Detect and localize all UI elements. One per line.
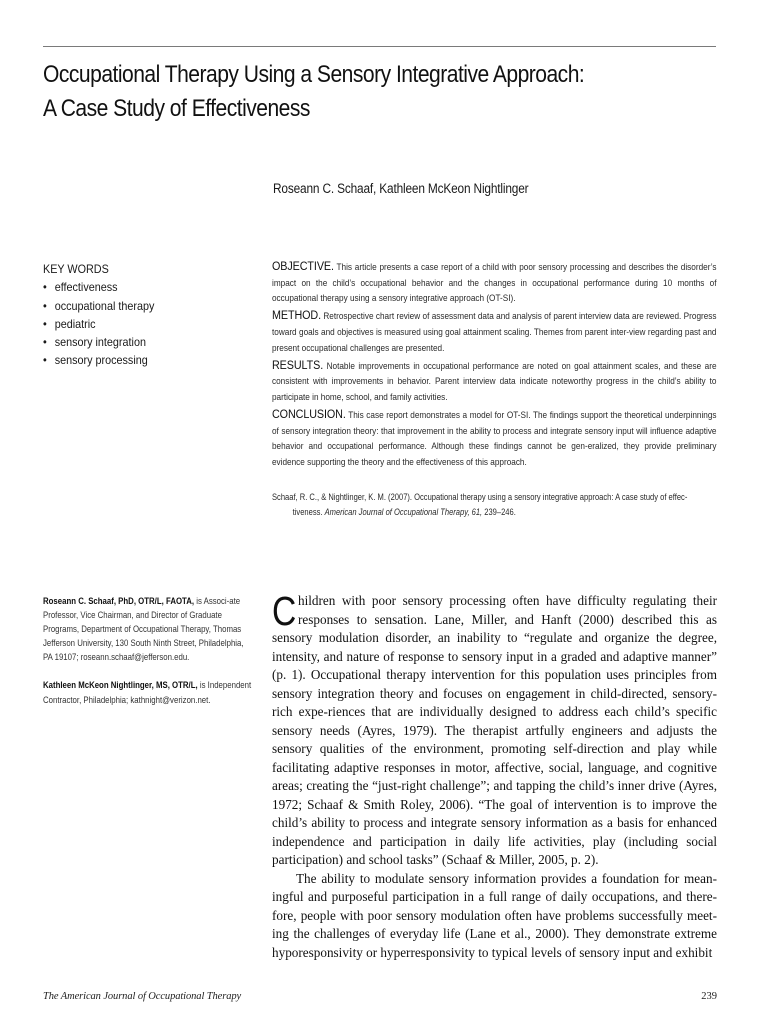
keywords-box bbox=[43, 260, 223, 370]
keyword-item: • effectiveness bbox=[43, 278, 223, 296]
citation-pages: 239–246. bbox=[482, 506, 516, 517]
author-bio-name: Roseann C. Schaaf, PhD, OTR/L, FAOTA, bbox=[43, 596, 195, 606]
body-paragraph-text: The ability to modulate sensory information provides a foundation for mean-ingful and purposeful participation in a full range of daily occupations, and there-fore, people with poor sensory modulation often have problems successfully meet-ing the challenges of everyday life (Lane et al., 2000). They demonstrate extreme hyporesponsivity or hyperresponsivity to typical levels of sensory input and exhibit bbox=[272, 870, 717, 960]
body-paragraph bbox=[272, 870, 717, 963]
author-byline: Roseann C. Schaaf, Kathleen McKeon Nightlinger bbox=[273, 181, 529, 196]
citation-reference bbox=[272, 490, 709, 519]
abstract-objective-text: This article presents a case report of a child with poor sensory processing and describes the disorder’s impact on the child’s occupational behavior and the changes in occupational performance during 10 months of occupational therapy using a sensory integrative approach (OT-SI). bbox=[272, 261, 717, 304]
abstract-results-heading: RESULTS. bbox=[272, 357, 324, 372]
keyword-item: • sensory integration bbox=[43, 333, 223, 351]
abstract bbox=[272, 259, 717, 472]
footer-page-number: 239 bbox=[701, 991, 717, 1002]
author-bio bbox=[43, 678, 254, 706]
author-bio-name: Kathleen McKeon Nightlinger, MS, OTR/L, bbox=[43, 680, 198, 691]
abstract-method-heading: METHOD. bbox=[272, 308, 321, 323]
citation-journal: American Journal of Occupational Therapy, 61, bbox=[324, 506, 483, 517]
abstract-method bbox=[272, 308, 717, 355]
abstract-objective-heading: OBJECTIVE. bbox=[272, 259, 334, 273]
abstract-objective bbox=[272, 259, 717, 306]
footer-journal-name: The American Journal of Occupational Therapy bbox=[43, 991, 242, 1002]
title-line-2: A Case Study of Effectiveness bbox=[43, 95, 310, 122]
keywords-list bbox=[43, 278, 223, 369]
citation-prefix: Schaaf, R. C., & Nightlinger, K. M. (2007). Occupational therapy using a sensory integrative approach: A case study of effec-tiveness. bbox=[272, 492, 688, 517]
abstract-conclusion-text: This case report demonstrates a model for OT-SI. The findings support the theoretical underpinnings of sensory integration theory: that improvement in the ability to process and integrate sensory input will influence adaptive behavior and occupational performance. Although these findings cannot be gen-eralized, they provide preliminary evidence supporting the theory and the effectiveness of this approach. bbox=[272, 409, 717, 467]
abstract-results bbox=[272, 358, 717, 405]
keyword-item: • occupational therapy bbox=[43, 297, 223, 315]
author-bio-text: is Associ-ate Professor, Vice Chairman, and Director of Graduate Programs, Department of Occupational Therapy, Thomas Jefferson University, 130 South Ninth Street, Philadelphia, PA 19107; roseann.schaaf@jefferson.edu. bbox=[43, 596, 244, 663]
abstract-method-text: Retrospective chart review of assessment data and analysis of parent interview data are reviewed. Progress toward goals and objectives is measured using goal attainment scaling. Themes from parent inter-view regarding past and present occupational challenges are presented. bbox=[272, 310, 717, 353]
author-bio-text: is Independent Contractor, Philadelphia; kathnight@verizon.net. bbox=[43, 680, 252, 705]
article-title bbox=[43, 58, 731, 126]
title-line-1: Occupational Therapy Using a Sensory Integrative Approach: bbox=[43, 61, 585, 88]
author-bio bbox=[43, 594, 254, 664]
article-body bbox=[272, 588, 717, 962]
keyword-item: • sensory processing bbox=[43, 351, 223, 369]
top-rule-divider bbox=[43, 46, 716, 47]
abstract-conclusion bbox=[272, 407, 717, 469]
keywords-heading: KEY WORDS bbox=[43, 262, 109, 276]
abstract-conclusion-heading: CONCLUSION. bbox=[272, 407, 346, 422]
drop-cap: C bbox=[272, 588, 297, 634]
body-paragraph bbox=[272, 588, 717, 870]
author-bios bbox=[43, 594, 254, 721]
keyword-item: • pediatric bbox=[43, 315, 223, 333]
body-paragraph-text: hildren with poor sensory processing often have difficulty regulating their responses to sensation. Lane, Miller, and Hanft (2000) described this as sensory modulation disorder, an inability to “regulate and organize the degree, intensity, and nature of response to sensory input in a graded and adaptive manner” (p. 1). Occupational therapy intervention for this population uses principles from sensory integration theory and focuses on engagement in child-directed, sensory-rich expe-riences that are individually designed to address each child’s specific sensory needs (Ayres, 1979). The therapist artfully engineers and adjusts the sensory qualities of the environment, promoting self-direction and play while facilitating adaptive responses in motor, affective, social, language, and cognitive areas; creating the “just-right challenge”; and tapping the child’s inner drive (Ayres, 1972; Schaaf & Smith Roley, 2006). “The goal of intervention is to improve the child’s ability to process and integrate sensory information as a basis for enhanced independence and participation in daily life activities, play (including social participation) and school tasks” (Schaaf & Miller, 2005, p. 2). bbox=[272, 593, 717, 867]
abstract-results-text: Notable improvements in occupational performance are noted on goal attainment scales, and these are consistent with improvements in behavior. Parent interview data indicate noteworthy progress in the child’s ability to participate in home, school, and family activities. bbox=[272, 359, 717, 402]
